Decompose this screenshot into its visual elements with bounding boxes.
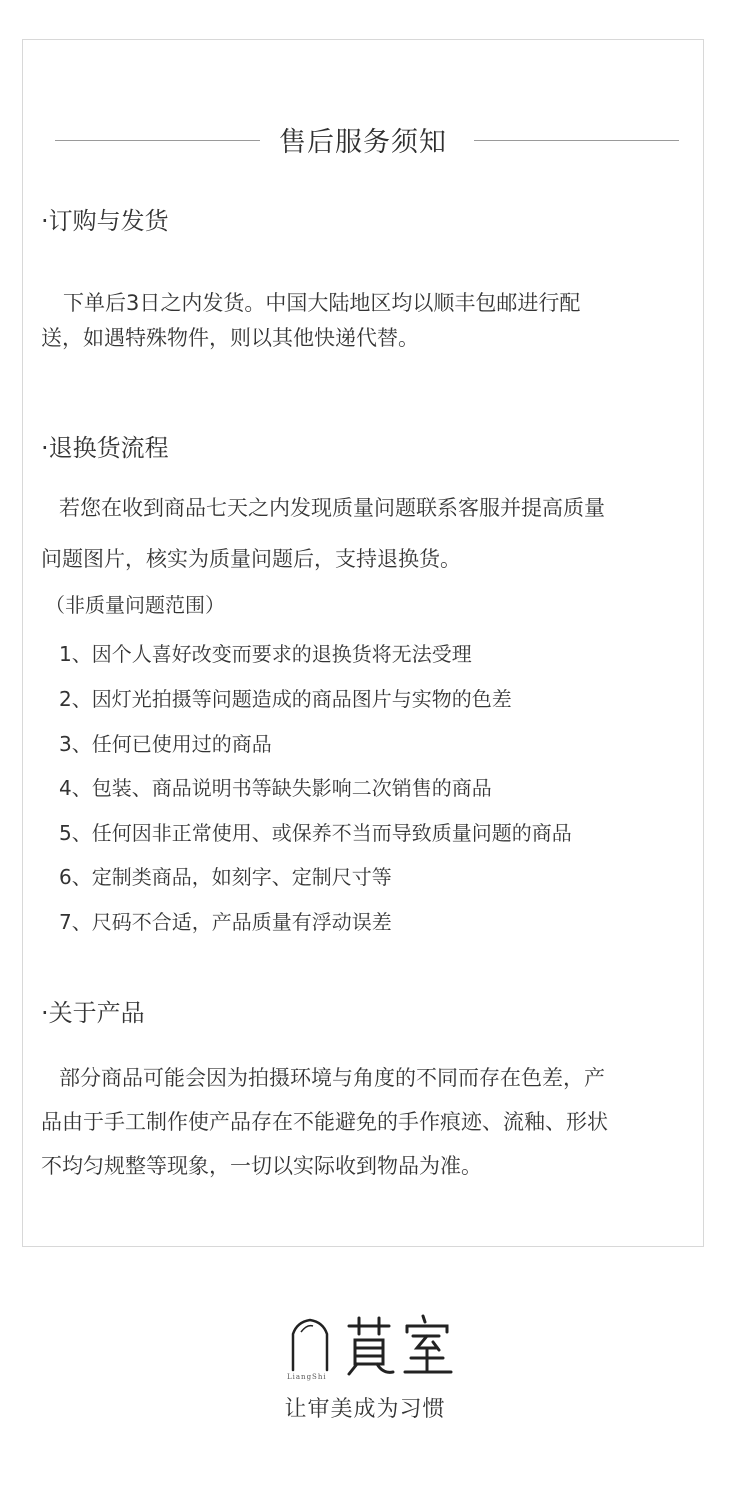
returns-text-line-1: 若您在收到商品七天之内发现质量问题联系客服并提高质量 <box>59 496 605 520</box>
section-heading-returns: ·退换货流程 <box>41 434 169 462</box>
product-text-line-2: 品由于手工制作使产品存在不能避免的手作痕迹、流釉、形状 <box>41 1110 608 1134</box>
section-heading-product: ·关于产品 <box>41 999 145 1027</box>
section-heading-order: ·订购与发货 <box>41 207 169 235</box>
page-title: 售后服务须知 <box>279 127 447 158</box>
returns-list-item-7: 7、尺码不合适，产品质量有浮动误差 <box>59 910 392 934</box>
brand-slogan: 让审美成为习惯 <box>284 1397 446 1422</box>
title-row <box>23 110 703 158</box>
returns-list-item-6: 6、定制类商品，如刻字、定制尺寸等 <box>59 865 392 889</box>
order-text-line-2: 送，如遇特殊物件，则以其他快递代替。 <box>41 326 419 350</box>
returns-list-item-2: 2、因灯光拍摄等问题造成的商品图片与实物的色差 <box>59 687 512 711</box>
product-text-line-3: 不均匀规整等现象，一切以实际收到物品为准。 <box>41 1154 482 1178</box>
returns-list-item-5: 5、任何因非正常使用、或保养不当而导致质量问题的商品 <box>59 821 572 845</box>
brand-logo <box>287 1312 457 1382</box>
returns-list-item-1: 1、因个人喜好改变而要求的退换货将无法受理 <box>59 642 472 666</box>
returns-note: （非质量问题范围） <box>45 593 225 617</box>
product-text-line-1: 部分商品可能会因为拍摄环境与角度的不同而存在色差，产 <box>59 1066 605 1090</box>
brand-logo-mark-icon <box>287 1312 457 1382</box>
footer <box>0 1300 730 1440</box>
title-rule-right <box>474 140 679 141</box>
returns-text-line-2: 问题图片，核实为质量问题后，支持退换货。 <box>41 547 461 571</box>
logo-small-text: LiangShi <box>287 1373 327 1381</box>
order-text-line-1: 下单后3日之内发货。中国大陆地区均以顺丰包邮进行配 <box>63 291 581 315</box>
returns-list-item-4: 4、包装、商品说明书等缺失影响二次销售的商品 <box>59 776 492 800</box>
after-sales-card <box>22 39 704 1247</box>
returns-list-item-3: 3、任何已使用过的商品 <box>59 732 272 756</box>
